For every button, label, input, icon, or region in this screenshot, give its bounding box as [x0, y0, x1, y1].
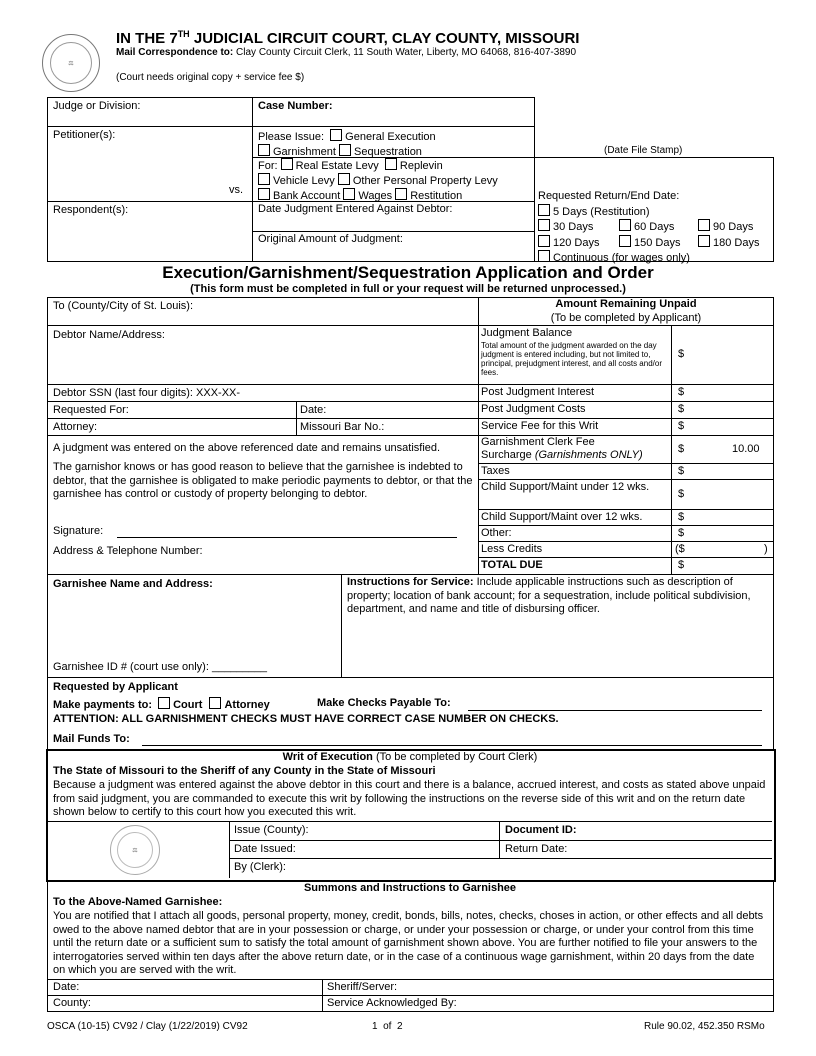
seal-inner-icon: ⚖: [50, 42, 92, 84]
other-property-label: Other Personal Property Levy: [352, 175, 498, 187]
requested-by-label: Requested by Applicant: [53, 681, 178, 693]
garnishment-label: Garnishment: [273, 146, 336, 158]
garnishee-name-label: Garnishee Name and Address:: [53, 578, 213, 590]
please-issue-label: Please Issue:: [258, 131, 325, 143]
post-interest-dollar: $: [678, 386, 685, 398]
return-date-writ-label: Return Date:: [505, 843, 568, 855]
to-be-completed: (To be completed by Applicant): [550, 312, 702, 324]
sheriff-label: Sheriff/Server:: [327, 981, 398, 993]
mail-correspondence: [116, 47, 576, 58]
court-title-prefix: IN THE 7: [116, 30, 178, 47]
real-estate-checkbox[interactable]: [281, 158, 293, 170]
garnishment-fee-label: Garnishment Clerk Fee: [481, 436, 595, 448]
issue-options: [258, 129, 436, 159]
date-issued-label: Date Issued:: [234, 843, 296, 855]
120-days-checkbox[interactable]: [538, 235, 550, 247]
address-phone-label: Address & Telephone Number:: [53, 545, 203, 557]
restitution-checkbox[interactable]: [395, 188, 407, 200]
child-over-label: Child Support/Maint over 12 wks.: [481, 511, 643, 523]
judgment-balance-dollar: $: [678, 348, 685, 360]
footer-page-number: 1 of 2: [372, 1021, 403, 1032]
service-ack-label: Service Acknowledged By:: [327, 997, 457, 1009]
continuous-checkbox[interactable]: [538, 250, 550, 262]
replevin-label: Replevin: [399, 160, 443, 172]
less-credits-label: Less Credits: [481, 543, 543, 555]
signature-label: Signature:: [53, 525, 104, 537]
mail-address: Clay County Circuit Clerk, 11 South Water, Liberty, MO 64068, 816-407-3890: [236, 47, 577, 58]
mail-funds-label: Mail Funds To:: [53, 733, 130, 745]
return-date-label: Requested Return/End Date:: [538, 190, 680, 202]
surcharge-note: (Garnishments ONLY): [534, 449, 643, 461]
child-over-dollar: $: [678, 511, 685, 523]
to-garnishee-label: To the Above-Named Garnishee:: [53, 896, 223, 908]
court-checkbox[interactable]: [158, 697, 170, 709]
wages-checkbox[interactable]: [343, 188, 355, 200]
date-file-stamp: (Date File Stamp): [604, 145, 683, 156]
footer-form-id: OSCA (10-15) CV92 / Clay (1/22/2019) CV92: [47, 1021, 248, 1032]
attorney-label: Attorney:: [53, 421, 98, 433]
bar-no-label: Missouri Bar No.:: [300, 421, 385, 433]
bank-account-label: Bank Account: [273, 190, 341, 202]
garnishee-id-label: Garnishee ID # (court use only): _________: [53, 661, 268, 673]
service-fee-label: Service Fee for this Writ: [481, 420, 599, 432]
issue-county-label: Issue (County):: [234, 824, 309, 836]
restitution-label: Restitution: [410, 190, 463, 202]
to-county-label: To (County/City of St. Louis):: [53, 300, 193, 312]
surcharge-label: Surcharge: [481, 449, 532, 461]
writ-seal-inner-icon: ⚖: [117, 832, 153, 868]
amount-remaining-label: Amount Remaining Unpaid: [555, 298, 697, 310]
writ-title-row: [48, 751, 772, 763]
summons-body: You are notified that I attach all goods, personal property, money, credit, bonds, bills, notes, checks, choses in action, or other effects and all debts owed to the above named debtor that are in your possession or charge, or under your possession or charge, or under your control from this time until the return date or a sufficient sum to satisfy the total amount of garnishment shown above. You are further notified to file your answers to the interrogatories served within ten days after the above return date, or in the case of a continuous wage garnishment, within 20 days from the date on which you are served with the writ.: [53, 910, 764, 976]
garnishment-fee-value: 10.00: [732, 443, 760, 455]
180-days-checkbox[interactable]: [698, 235, 710, 247]
garnishment-fee-block: [481, 436, 643, 462]
garnishment-checkbox[interactable]: [258, 144, 270, 156]
120-days-label: 120 Days: [553, 236, 600, 249]
judge-label: Judge or Division:: [53, 100, 141, 112]
case-number-label: Case Number:: [258, 100, 333, 112]
other-label: Other:: [481, 527, 512, 539]
other-property-checkbox[interactable]: [338, 173, 350, 185]
general-execution-label: General Execution: [345, 131, 436, 143]
30-days-label: 30 Days: [553, 221, 594, 233]
post-interest-label: Post Judgment Interest: [481, 386, 595, 398]
writ-body: Because a judgment was entered against the above debtor in this court and there is a balance, accrued interest, and costs as stated above unpaid from said judgment, you are commanded to execute this writ by following the instructions on the reverse side of this writ and on the return date shown below to certify to this court how you executed this writ.: [53, 779, 766, 818]
return-date-block: [538, 189, 759, 266]
summons-title: Summons and Instructions to Garnishee: [303, 882, 517, 894]
replevin-checkbox[interactable]: [385, 158, 397, 170]
make-payments-row: [53, 697, 270, 711]
judgment-balance-note: Total amount of the judgment awarded on the day judgment is entered including, but not limited to, principal, prejudgment interest, and all costs and/or fees.: [481, 341, 662, 377]
vs-label: vs.: [229, 184, 244, 196]
60-days-label: 60 Days: [634, 221, 675, 233]
mail-funds-line[interactable]: [142, 745, 762, 746]
less-credits-close: ): [764, 543, 768, 555]
form-title: Execution/Garnishment/Sequestration Application and Order: [162, 263, 654, 282]
180-days-label: 180 Days: [713, 236, 760, 249]
total-due-label: TOTAL DUE: [481, 559, 543, 571]
90-days-label: 90 Days: [713, 221, 754, 233]
original-amount-label: Original Amount of Judgment:: [258, 233, 403, 245]
petitioner-label: Petitioner(s):: [53, 129, 116, 141]
debtor-ssn-label: Debtor SSN (last four digits): XXX-XX-: [53, 387, 241, 399]
attorney-option-label: Attorney: [224, 699, 270, 711]
payable-to-line[interactable]: [468, 710, 762, 711]
judgment-balance-label: Judgment Balance: [481, 327, 573, 339]
make-payments-label: Make payments to:: [53, 699, 153, 711]
mail-label: Mail Correspondence to:: [116, 47, 234, 58]
writ-state-line: The State of Missouri to the Sheriff of any County in the State of Missouri: [53, 765, 436, 777]
child-under-dollar: $: [678, 488, 685, 500]
instructions-label: Instructions for Service:: [347, 576, 474, 588]
garnishment-fee-dollar: $: [678, 443, 685, 455]
date-judgment-label: Date Judgment Entered Against Debtor:: [258, 203, 453, 215]
90-days-checkbox[interactable]: [698, 219, 710, 231]
general-execution-checkbox[interactable]: [330, 129, 342, 141]
payable-to-label: Make Checks Payable To:: [317, 697, 451, 709]
court-label: Court: [173, 699, 203, 711]
vehicle-levy-label: Vehicle Levy: [273, 175, 335, 187]
form-subtitle: (This form must be completed in full or your request will be returned unprocessed.): [190, 283, 626, 295]
continuous-label: Continuous (for wages only): [553, 252, 690, 264]
requested-date-label: Date:: [300, 404, 327, 416]
summons-county-label: County:: [53, 997, 91, 1009]
document-id-label: Document ID:: [505, 824, 577, 836]
requested-for-label: Requested For:: [53, 404, 129, 416]
instructions-text: Include applicable instructions such as description of property; location of bank account; for a sequestration, include political subdivision, department, and name and title of disbursing officer.: [347, 576, 751, 615]
for-options: [258, 158, 498, 203]
taxes-dollar: $: [678, 465, 685, 477]
for-label: For:: [258, 160, 278, 172]
writ-title-note: (To be completed by Court Clerk): [375, 751, 538, 763]
signature-line[interactable]: [117, 537, 457, 538]
150-days-label: 150 Days: [634, 236, 681, 249]
by-clerk-label: By (Clerk):: [234, 861, 286, 873]
summons-date-label: Date:: [53, 981, 80, 993]
sequestration-label: Sequestration: [354, 146, 422, 158]
5-days-label: 5 Days (Restitution): [553, 205, 650, 218]
footer-rule: Rule 90.02, 452.350 RSMo: [644, 1021, 765, 1032]
30-days-checkbox[interactable]: [538, 219, 550, 231]
5-days-checkbox[interactable]: [538, 204, 550, 216]
post-costs-dollar: $: [678, 403, 685, 415]
attorney-checkbox[interactable]: [209, 697, 221, 709]
court-title-suffix: JUDICIAL CIRCUIT COURT, CLAY COUNTY, MISSOURI: [189, 30, 580, 47]
writ-title: Writ of Execution: [282, 751, 373, 763]
court-title: [116, 29, 579, 47]
attention-text: ATTENTION: ALL GARNISHMENT CHECKS MUST HAVE CORRECT CASE NUMBER ON CHECKS.: [53, 713, 559, 725]
debtor-label: Debtor Name/Address:: [53, 329, 165, 341]
150-days-checkbox[interactable]: [619, 235, 631, 247]
post-costs-label: Post Judgment Costs: [481, 403, 586, 415]
respondent-label: Respondent(s):: [53, 204, 129, 216]
less-credits-open: ($: [675, 543, 685, 555]
court-seal: [42, 34, 100, 92]
total-due-dollar: $: [678, 559, 685, 571]
60-days-checkbox[interactable]: [619, 219, 631, 231]
writ-seal: [110, 825, 160, 875]
child-under-label: Child Support/Maint under 12 wks.: [481, 481, 650, 493]
service-fee-dollar: $: [678, 420, 685, 432]
instructions-block: [347, 576, 767, 617]
sequestration-checkbox[interactable]: [339, 144, 351, 156]
taxes-label: Taxes: [481, 465, 510, 477]
judgment-entered-text: A judgment was entered on the above referenced date and remains unsatisfied.: [53, 442, 441, 454]
garnishor-text: The garnishor knows or has good reason to believe that the garnishee is indebted to debtor, that the garnishee is obligated to make periodic payments to debtor, or that the garnishee has control or custody of property belonging to debtor.: [53, 461, 473, 500]
other-dollar: $: [678, 527, 685, 539]
bank-account-checkbox[interactable]: [258, 188, 270, 200]
vehicle-levy-checkbox[interactable]: [258, 173, 270, 185]
court-title-sup: TH: [177, 29, 190, 39]
court-needs: (Court needs original copy + service fee $): [116, 72, 305, 83]
real-estate-label: Real Estate Levy: [295, 160, 379, 172]
wages-label: Wages: [358, 190, 393, 202]
